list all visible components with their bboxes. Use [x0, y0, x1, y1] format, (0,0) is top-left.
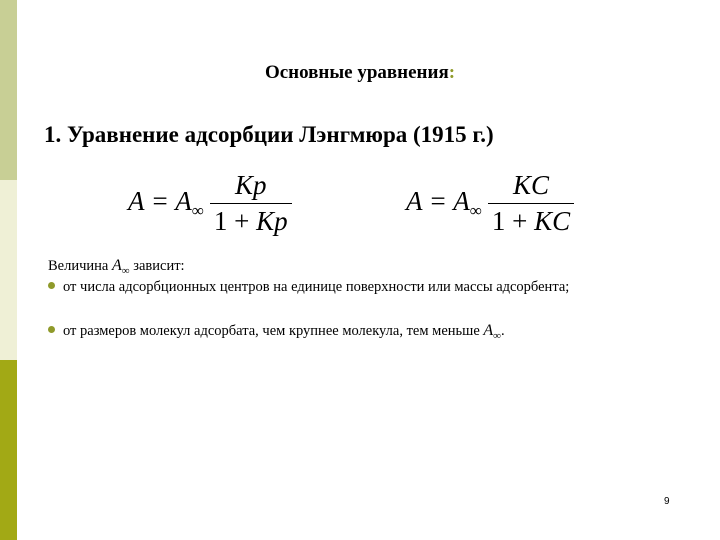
formula-lhs: $A = A_\infty$	[128, 186, 204, 220]
formula-fraction	[488, 170, 574, 237]
slide-title	[0, 62, 720, 84]
page-number: 9	[664, 496, 670, 507]
bullet-item-molecule-size: от размеров молекул адсорбата, чем крупнее молекула, тем меньше $A_\infty$.	[48, 322, 668, 345]
section-heading: 1. Уравнение адсорбции Лэнгмюра (1915 г.)	[44, 122, 494, 147]
bullet-icon	[48, 282, 55, 289]
formula-fraction	[210, 170, 292, 237]
a-infinity-symbol: $A_\infty$	[483, 322, 502, 343]
a-infinity-symbol: $A_\infty$	[111, 257, 130, 278]
langmuir-formula-concentration	[406, 170, 574, 237]
langmuir-formula-pressure	[128, 170, 292, 237]
formula-denominator: 1 + KC	[488, 203, 574, 237]
formula-numerator: Kp	[234, 170, 267, 200]
side-bar-middle	[0, 180, 17, 360]
formula-lhs: $A = A_\infty$	[406, 186, 482, 220]
title-text: Основные уравнения	[264, 62, 449, 83]
formula-numerator: KC	[512, 170, 549, 200]
bullet-icon	[48, 326, 55, 333]
side-bar-bottom	[0, 360, 17, 540]
title-colon: :	[448, 62, 456, 83]
formula-denominator: 1 + Kp	[210, 203, 292, 237]
side-bar-top	[0, 0, 17, 180]
bullet-item-centers: от числа адсорбционных центров на единице поверхности или массы адсорбента;	[48, 278, 668, 296]
intro-line: Величина $A_\infty$ зависит:	[48, 257, 185, 278]
